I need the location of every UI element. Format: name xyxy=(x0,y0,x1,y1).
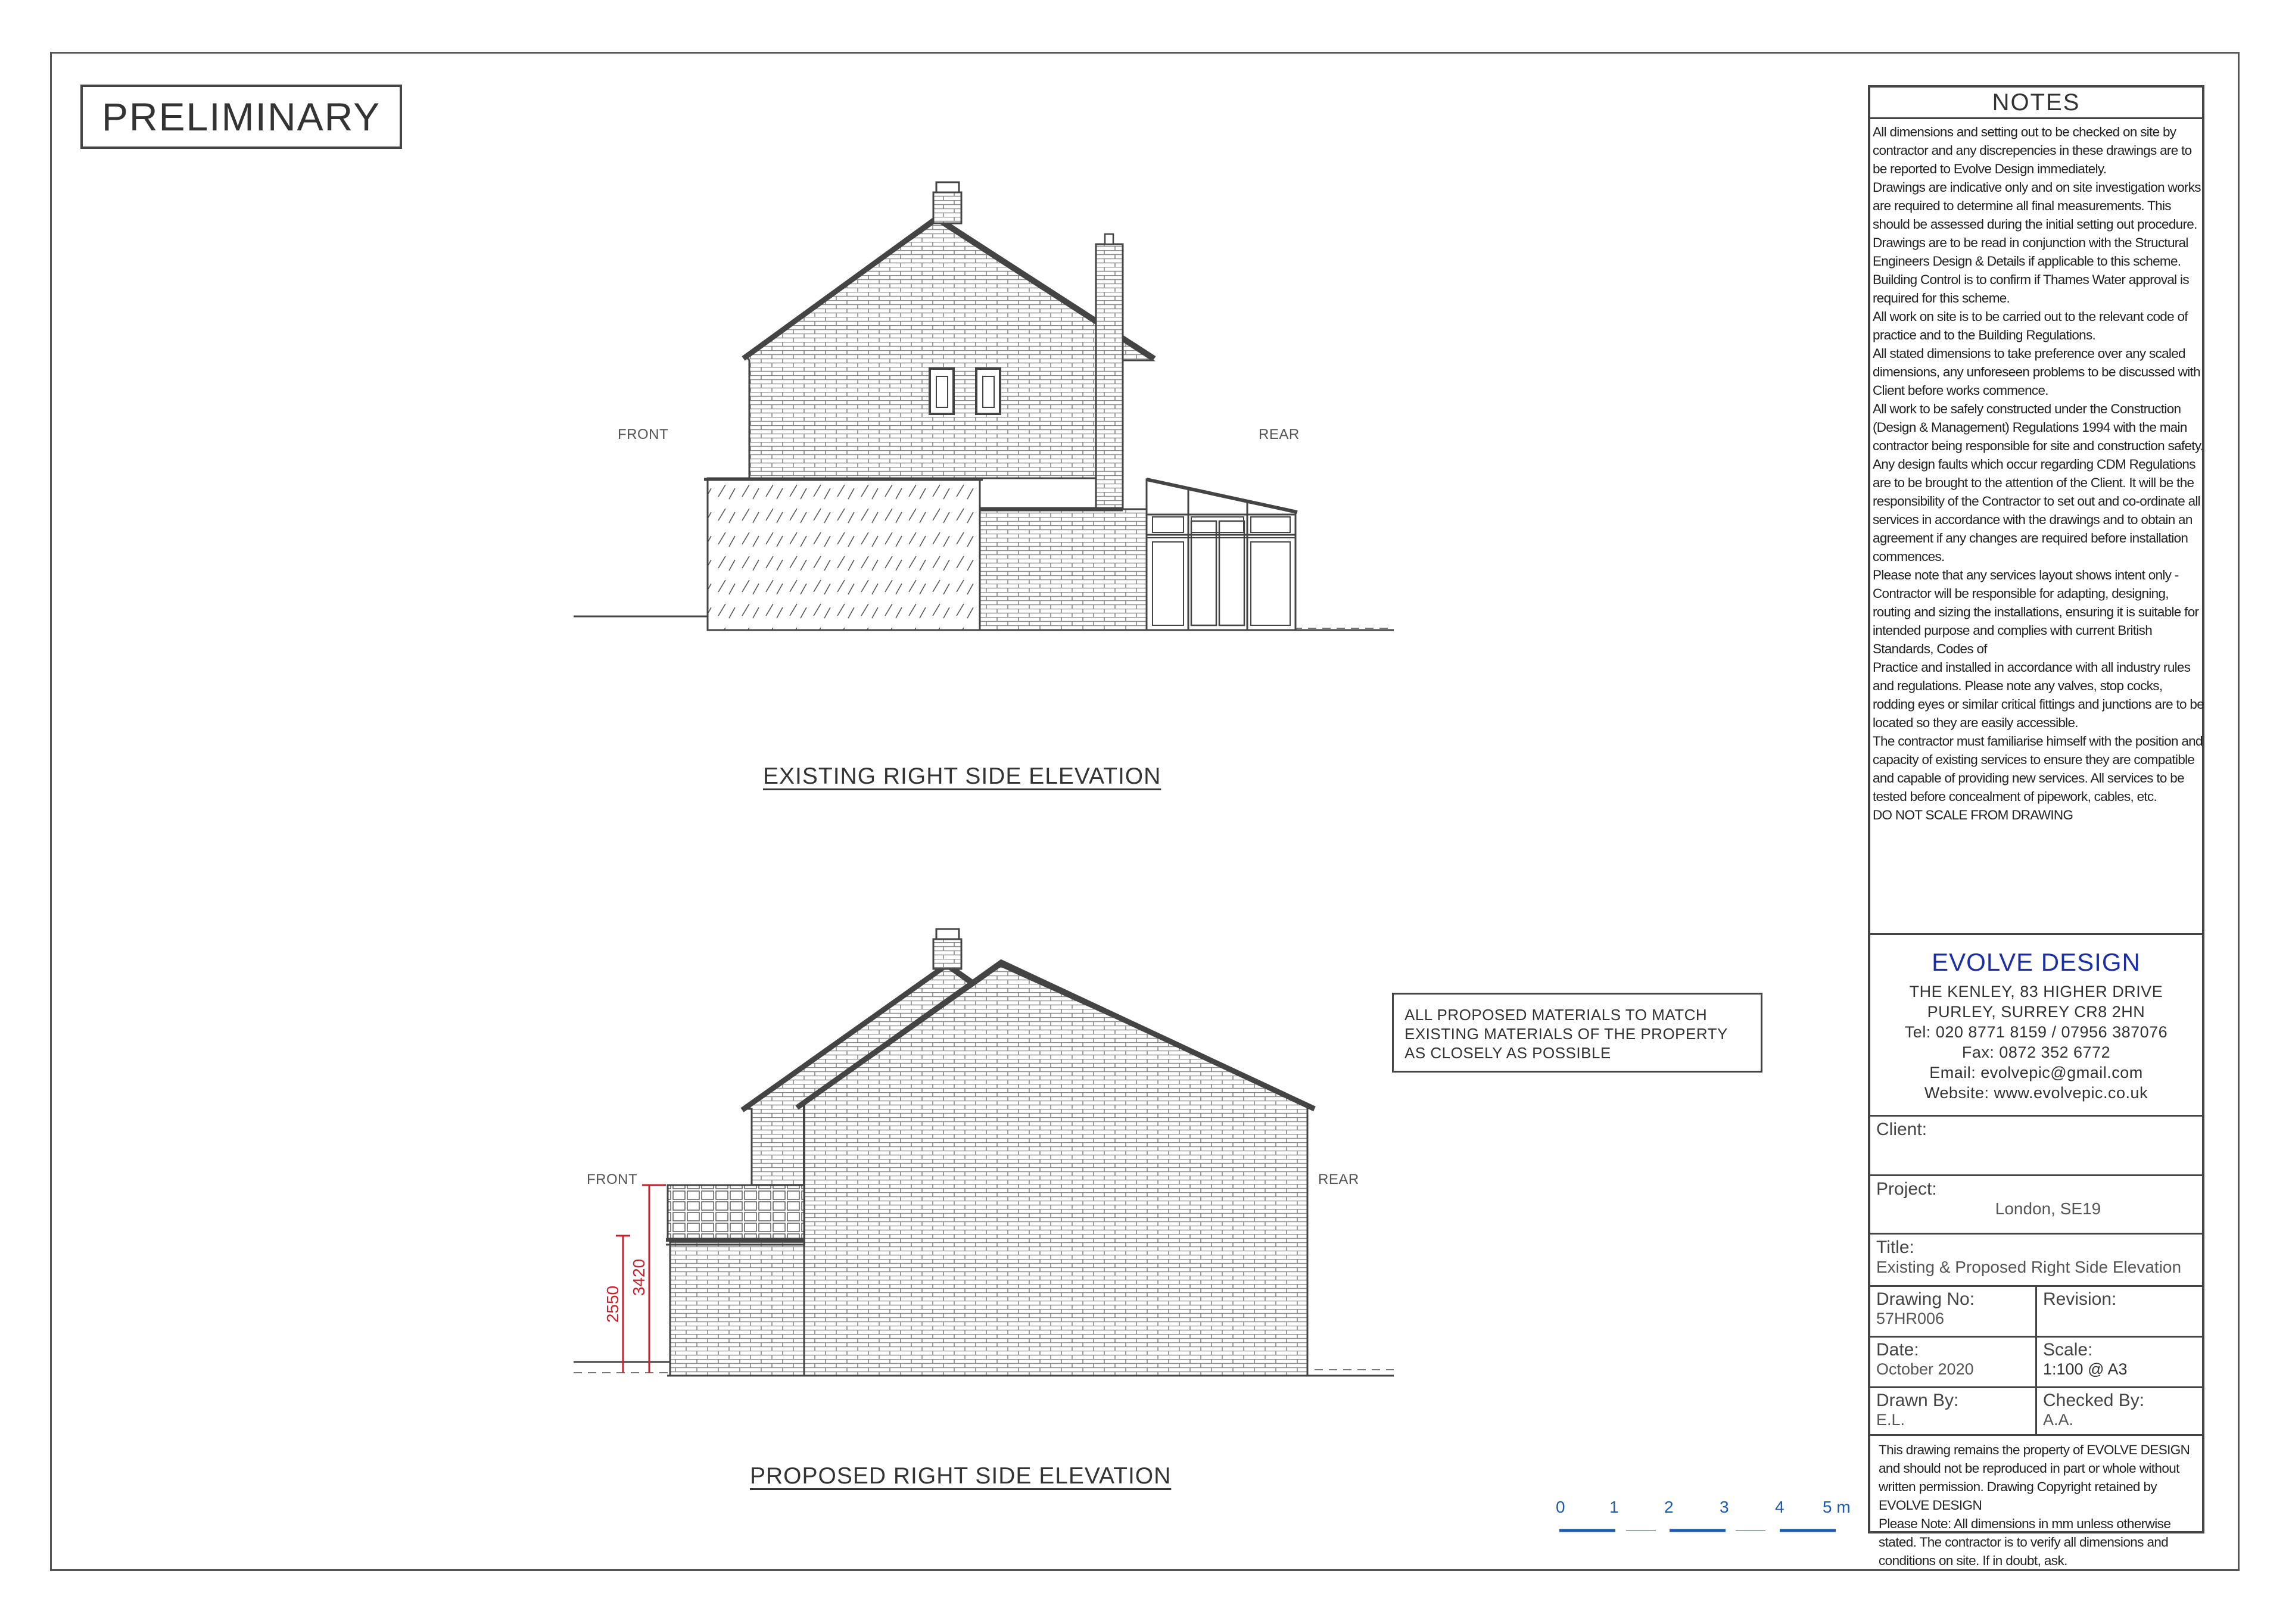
company-address-2: PURLEY, SURREY CR8 2HN xyxy=(1927,1003,2145,1021)
note-line: rodding eyes or similar critical fittings and junctions are to be xyxy=(1873,697,2204,712)
note-line: practice and to the Building Regulations. xyxy=(1873,328,2096,342)
scale-label: Scale: xyxy=(2043,1340,2093,1360)
note-line: required for this scheme. xyxy=(1873,291,2010,306)
client-field xyxy=(1870,1117,2202,1176)
notes-heading: NOTES xyxy=(1870,88,2202,119)
note-line: Engineers Design & Details if applicable to this scheme. xyxy=(1873,254,2181,269)
scale-label: 5 m xyxy=(1823,1498,1851,1516)
note-line: located so they are easily accessible. xyxy=(1873,715,2078,730)
company-tel: Tel: 020 8771 8159 / 07956 387076 xyxy=(1904,1023,2168,1041)
dimension-2550: 2550 xyxy=(603,1285,622,1323)
existing-rear-label: REAR xyxy=(1259,426,1300,442)
scale-bar xyxy=(1549,1498,1864,1539)
existing-ground-floor-wall xyxy=(980,509,1153,630)
note-line: agreement if any changes are required before installation xyxy=(1873,531,2188,546)
note-line: are to be brought to the attention of the Client. It will be the xyxy=(1873,475,2194,490)
note-line: are required to determine all final measurements. This xyxy=(1873,198,2171,213)
copyright-line: This drawing remains the property of EVOLVE DESIGN xyxy=(1879,1442,2190,1457)
scale-value: 1:100 @ A3 xyxy=(2043,1360,2128,1378)
client-label: Client: xyxy=(1876,1120,1927,1139)
company-name: EVOLVE DESIGN xyxy=(1932,948,2141,976)
copyright-line: conditions on site. If in doubt, ask. xyxy=(1879,1553,2067,1568)
existing-front-label: FRONT xyxy=(618,426,669,442)
note-line: intended purpose and complies with current British xyxy=(1873,623,2153,638)
note-line: Drawings are indicative only and on site investigation works xyxy=(1873,180,2201,195)
note-line: be reported to Evolve Design immediately. xyxy=(1873,161,2107,176)
copyright-line: written permission. Drawing Copyright retained by xyxy=(1879,1479,2157,1494)
note-line: The contractor must familiarise himself with the position and xyxy=(1873,734,2203,749)
existing-chimney xyxy=(933,192,961,223)
note-line: All work on site is to be carried out to the relevant code of xyxy=(1873,309,2188,324)
note-line: dimensions, any unforeseen problems to be discussed with xyxy=(1873,364,2200,379)
date-value: October 2020 xyxy=(1876,1360,1974,1378)
title-field xyxy=(1870,1235,2202,1287)
preliminary-stamp: PRELIMINARY xyxy=(80,85,402,149)
copyright-line: EVOLVE DESIGN xyxy=(1879,1498,1982,1513)
note-line: and regulations. Please note any valves, stop cocks, xyxy=(1873,678,2163,693)
project-field xyxy=(1870,1176,2202,1235)
checked-by-value: A.A. xyxy=(2043,1411,2074,1429)
project-label: Project: xyxy=(1876,1179,1937,1199)
drawing-no-label: Drawing No: xyxy=(1876,1289,1975,1309)
note-line: Please note that any services layout shows intent only - xyxy=(1873,568,2179,582)
note-line: contractor being responsible for site and construction safety. xyxy=(1873,438,2204,453)
note-line: Drawings are to be read in conjunction with the Structural xyxy=(1873,235,2188,250)
note-line: Building Control is to confirm if Thames Water approval is xyxy=(1873,272,2189,287)
proposed-chimney xyxy=(933,939,961,969)
note-line: contractor and any discrepencies in these drawings are to xyxy=(1873,143,2192,158)
copyright-line: stated. The contractor is to verify all dimensions and xyxy=(1879,1535,2169,1550)
scale-label: 0 xyxy=(1556,1498,1565,1516)
note-line: commences. xyxy=(1873,549,1945,564)
copyright-line: Please Note: All dimensions in mm unless otherwise xyxy=(1879,1516,2171,1531)
existing-hatched-wall xyxy=(708,478,980,630)
note-line: DO NOT SCALE FROM DRAWING xyxy=(1873,808,2073,822)
materials-note xyxy=(1392,993,1762,1073)
note-line: should be assessed during the initial setting out procedure. xyxy=(1873,217,2197,232)
existing-elevation xyxy=(574,182,1394,630)
copyright-line: and should not be reproduced in part or whole without xyxy=(1879,1461,2179,1476)
company-address-1: THE KENLEY, 83 HIGHER DRIVE xyxy=(1909,983,2163,1000)
height-dimensions xyxy=(603,1185,666,1373)
company-email: Email: evolvepic@gmail.com xyxy=(1929,1064,2143,1081)
note-line: (Design & Management) Regulations 1994 with the main xyxy=(1873,420,2187,435)
proposed-tiled-roof xyxy=(668,1185,804,1239)
date-row xyxy=(1870,1338,2202,1388)
drawn-by-value: E.L. xyxy=(1876,1411,1905,1429)
scale-label: 2 xyxy=(1664,1498,1674,1516)
note-line: Contractor will be responsible for adapting, designing, xyxy=(1873,586,2169,601)
company-fax: Fax: 0872 352 6772 xyxy=(1961,1043,2111,1061)
note-line: tested before concealment of pipework, cables, etc. xyxy=(1873,789,2157,804)
date-label: Date: xyxy=(1876,1340,1919,1360)
existing-elevation-title: EXISTING RIGHT SIDE ELEVATION xyxy=(763,763,1161,789)
revision-label: Revision: xyxy=(2043,1289,2117,1309)
materials-line: AS CLOSELY AS POSSIBLE xyxy=(1404,1044,1611,1062)
note-line: Standards, Codes of xyxy=(1873,641,1987,656)
dimension-3420: 3420 xyxy=(630,1258,648,1296)
drawing-no-row xyxy=(1870,1287,2202,1338)
scale-label: 4 xyxy=(1775,1498,1785,1516)
checked-by-label: Checked By: xyxy=(2043,1391,2145,1410)
proposed-front-label: FRONT xyxy=(587,1171,638,1187)
materials-line: EXISTING MATERIALS OF THE PROPERTY xyxy=(1404,1025,1728,1043)
copyright-note xyxy=(1870,1436,2202,1575)
note-line: All stated dimensions to take preference over any scaled xyxy=(1873,346,2185,361)
drawing-no-value: 57HR006 xyxy=(1876,1310,1945,1327)
note-line: and capable of providing new services. All services to be xyxy=(1873,771,2184,785)
proposed-elevation xyxy=(574,929,1394,1376)
title-label: Title: xyxy=(1876,1238,1914,1257)
existing-chimney-pots xyxy=(936,182,959,192)
proposed-ground-floor-wall xyxy=(670,1242,804,1376)
note-line: All work to be safely constructed under the Construction xyxy=(1873,401,2181,416)
note-line: services in accordance with the drawings and to obtain an xyxy=(1873,512,2193,527)
company-block xyxy=(1870,935,2202,1117)
note-line: capacity of existing services to ensure they are compatible xyxy=(1873,752,2195,767)
materials-line: ALL PROPOSED MATERIALS TO MATCH xyxy=(1404,1006,1708,1024)
company-website: Website: www.evolvepic.co.uk xyxy=(1924,1084,2148,1102)
drawn-by-label: Drawn By: xyxy=(1876,1391,1959,1410)
title-block xyxy=(1868,85,2204,1568)
title-value: Existing & Proposed Right Side Elevation xyxy=(1876,1258,2182,1276)
existing-side-chimney xyxy=(1096,244,1123,511)
note-line: All dimensions and setting out to be checked on site by xyxy=(1873,124,2176,139)
note-line: routing and sizing the installations, ensuring it is suitable for xyxy=(1873,604,2199,619)
note-line: Practice and installed in accordance with all industry rules xyxy=(1873,660,2191,675)
note-line: Any design faults which occur regarding CDM Regulations xyxy=(1873,457,2195,472)
drawn-by-row xyxy=(1870,1388,2202,1436)
project-value: London, SE19 xyxy=(1995,1199,2101,1218)
proposed-elevation-title: PROPOSED RIGHT SIDE ELEVATION xyxy=(750,1463,1172,1489)
existing-gable-wall xyxy=(746,221,1153,478)
notes-list xyxy=(1870,119,2202,935)
scale-label: 3 xyxy=(1720,1498,1729,1516)
scale-label: 1 xyxy=(1609,1498,1619,1516)
existing-conservatory xyxy=(1147,479,1297,630)
note-line: responsibility of the Contractor to set out and co-ordinate all xyxy=(1873,494,2200,509)
proposed-rear-label: REAR xyxy=(1318,1171,1359,1187)
note-line: Client before works commence. xyxy=(1873,383,2048,398)
